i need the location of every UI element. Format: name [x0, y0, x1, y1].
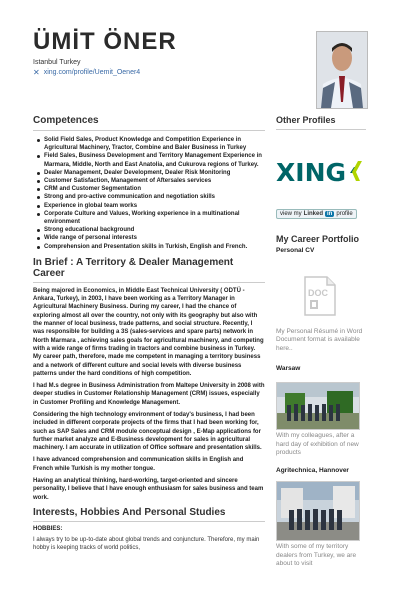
interests-title: Interests, Hobbies And Personal Studies: [33, 506, 226, 518]
competences-title: Competences: [33, 115, 99, 126]
profile-location: Istanbul Turkey: [33, 59, 81, 66]
cv-description: My Personal Résumé in Word Document format is available here..: [276, 328, 363, 352]
warsaw-description: With my colleagues, after a hard day of exhibition of new products: [276, 432, 359, 457]
hannover-photo[interactable]: [276, 481, 360, 541]
linkedin-profile-text: profile: [336, 211, 353, 217]
section-divider: [33, 282, 265, 283]
list-item: Dealer Management, Dealer Development, Dealer Risk Monitoring: [44, 169, 265, 177]
warsaw-caption: Warsaw: [276, 365, 301, 373]
linkedin-profile-badge[interactable]: [276, 209, 357, 219]
list-item: Customer Satisfaction, Management of Aftersales services: [44, 177, 265, 185]
brief-paragraph: I have advanced comprehension and communication skills in English and French while Turkish is my mother tongue.: [33, 457, 244, 472]
section-divider: [33, 521, 265, 522]
profile-url-link[interactable]: xing.com/profile/Uemit_Oener4: [43, 69, 141, 76]
xing-logo-icon: [348, 159, 366, 185]
list-item: Field Sales, Business Development and Territory Management Experience in Marmara, Middle, North and East Anatolia, and Cukurova regions of Turkey.: [44, 152, 265, 168]
list-item: Wide range of personal interests: [44, 234, 265, 242]
section-divider: [33, 130, 265, 131]
linkedin-view-text: view my: [280, 211, 302, 217]
profile-header: [33, 28, 333, 77]
profile-photo: [316, 31, 368, 109]
hobbies-heading: HOBBIES:: [33, 525, 63, 532]
hobbies-text: I always try to be up-to-date about global trends and conjuncture. Therefore, my main hobby is keeping tracks of world politics,: [33, 536, 260, 552]
list-item: Corporate Culture and Values, Working experience in a multinational environment: [44, 210, 265, 226]
section-divider: [276, 129, 366, 130]
hannover-caption: Agritechnica, Hannover: [276, 467, 349, 475]
profile-name: ÜMİT ÖNER: [33, 28, 177, 55]
linkedin-brand: Linked: [303, 211, 324, 217]
list-item: CRM and Customer Segmentation: [44, 185, 265, 193]
list-item: Strong and pro-active communication and negotiation skills: [44, 193, 265, 201]
brief-paragraph: Being majored in Economics, in Middle East Technical University ( ODTÜ - Ankara, Turkey), in 2003, I have been working as a Territory Manager in Agricultural Machinery Business. During my career, I had the chance of exploring almost all over the country, not only with its geography but also with the manner of local business, trade patterns, and social structure. Recently, I was responsible for building a 3S (sales-services and spare parts) network in North Marmara , achieving sales goals for agricultural machinery, and competing with a wide range of firms trading in tractors and combine business in Turkey. My career path, therefore, made me competent in managing a territory business and a network of different culture and social levels with diverse business patterns under the hard conditions of high competition.: [33, 287, 264, 377]
list-item: Solid Field Sales, Product Knowledge and Competition Experience in Agricultural Machinery, Tractor, Combine and Baler Business in Turkey: [44, 136, 265, 152]
xing-profile-link[interactable]: [276, 157, 366, 187]
list-item: Comprehension and Presentation skills in Turkish, English and French.: [44, 243, 265, 251]
brief-paragraph: Having an analytical thinking, hard-working, target-oriented and sincere personality, I believe that I have enough enthusiasm for sales business and team work.: [33, 478, 264, 501]
sidebar: [276, 115, 366, 569]
xing-small-icon: ✕: [33, 68, 40, 77]
portfolio-title: My Career Portfolio: [276, 234, 360, 244]
brief-paragraph: I had M.s degree in Business Administration from Maltepe University in 2008 with deeper studies in Customer Relationship Management (CRM) issues, especially in Customer Profiling and Knowledge Management.: [33, 383, 265, 406]
list-item: Strong educational background: [44, 226, 265, 234]
brief-paragraph: Considering the high technology environment of today's business, I had been included in different corporate projects of the firms that I had been working for, such as SAP Sales and CRM module conceptual design , E-Map applications for further market analyze and E-Business development for sales in agricultural machinery. I am accurate in utilization of Office software and presentation skills.: [33, 412, 262, 452]
profile-url-row[interactable]: [33, 68, 333, 77]
list-item: Experience in global team works: [44, 202, 265, 210]
linkedin-in-icon: in: [327, 211, 333, 217]
hannover-description: With some of my territory dealers from Turkey, we are about to visit: [276, 543, 357, 568]
brief-title: In Brief : A Territory & Dealer Management Career: [33, 256, 234, 279]
cv-caption: Personal CV: [276, 247, 315, 254]
document-icon[interactable]: [303, 276, 337, 316]
warsaw-photo[interactable]: [276, 382, 360, 430]
xing-logo-text: XING: [276, 157, 347, 187]
svg-text:DOC: DOC: [308, 288, 328, 298]
competences-list: [33, 136, 265, 251]
other-profiles-title: Other Profiles: [276, 115, 336, 125]
main-column: [33, 115, 265, 553]
